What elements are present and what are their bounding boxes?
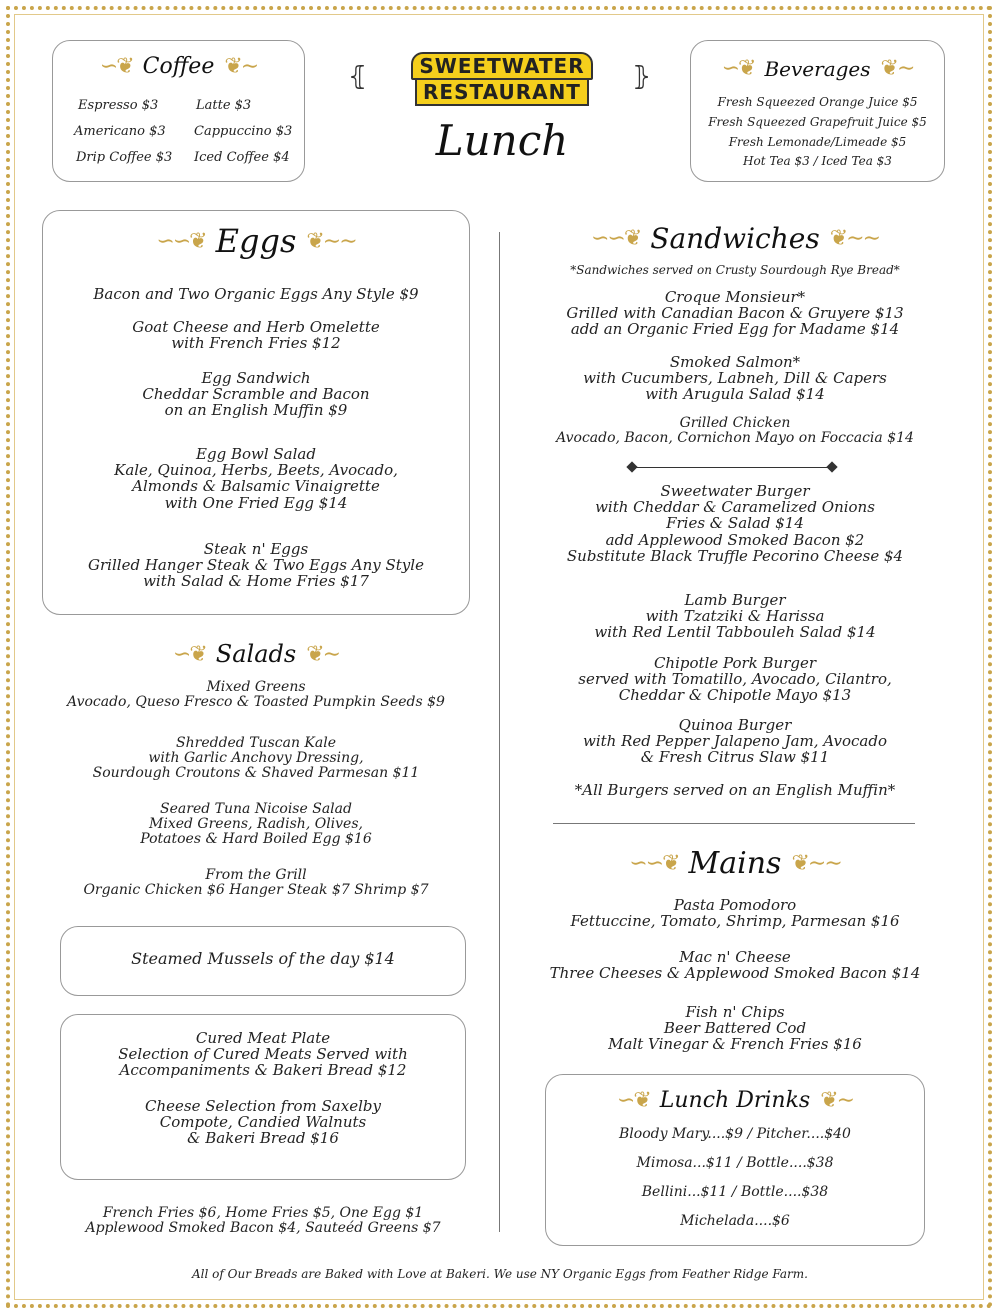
sides-item: French Fries $6, Home Fries $5, One Egg $1 Applewood Smoked Bacon $4, Sauteéd Greens $7 xyxy=(85,1205,441,1237)
menu-item: From the Grill Organic Chicken $6 Hanger Steak $7 Shrimp $7 xyxy=(83,867,429,899)
menu-item: Goat Cheese and Herb Omelette with French Fries $12 xyxy=(132,318,380,353)
ornament-right-icon: ❦∼ xyxy=(880,56,914,81)
coffee-heading: ∽❦ Coffee ❦∼ xyxy=(99,54,258,79)
ornament-left-icon: ∽∽❦ xyxy=(156,228,206,254)
coffee-item: Espresso $3 xyxy=(78,98,159,113)
beverage-item: Fresh Squeezed Orange Juice $5 xyxy=(717,95,918,109)
drink-item: Bloody Mary....$9 / Pitcher....$40 xyxy=(619,1126,851,1142)
beverage-item: Fresh Squeezed Grapefruit Juice $5 xyxy=(708,115,927,129)
ornament-left-icon: ∽∽❦ xyxy=(590,226,641,251)
menu-item: Grilled Chicken Avocado, Bacon, Cornichon Mayo on Foccacia $14 xyxy=(556,415,914,447)
drink-item: Mimosa...$11 / Bottle....$38 xyxy=(636,1155,834,1171)
ornament-left-icon: ∽❦ xyxy=(616,1088,650,1113)
beverage-item: Fresh Lemonade/Limeade $5 xyxy=(728,135,907,149)
menu-item: Bacon and Two Organic Eggs Any Style $9 xyxy=(93,285,419,303)
eggs-heading: ∽∽❦ Eggs ❦∼∼ xyxy=(156,222,356,260)
menu-item: Mac n' Cheese Three Cheeses & Applewood Smoked Bacon $14 xyxy=(549,948,921,983)
ornament-right-icon: ❦∼∼ xyxy=(306,228,356,254)
drink-item: Bellini...$11 / Bottle....$38 xyxy=(641,1184,829,1200)
menu-item: Seared Tuna Nicoise Salad Mixed Greens, Radish, Olives, Potatoes & Hard Boiled Egg $16 xyxy=(140,801,372,848)
logo-line1: SWEETWATER xyxy=(411,52,592,80)
menu-item: Pasta Pomodoro Fettuccine, Tomato, Shrimp, Parmesan $16 xyxy=(570,896,900,931)
menu-item: Smoked Salmon* with Cucumbers, Labneh, Dill & Capers with Arugula Salad $14 xyxy=(583,353,887,404)
logo-line2: RESTAURANT xyxy=(415,78,589,106)
logo-scroll-right-icon: ⦄ xyxy=(632,62,652,92)
menu-item: Egg Bowl Salad Kale, Quinoa, Herbs, Beets, Avocado, Almonds & Balsamic Vinaigrette with One Fried Egg $14 xyxy=(114,445,398,512)
coffee-item: Iced Coffee $4 xyxy=(194,150,290,165)
menu-item: Sweetwater Burger with Cheddar & Caramelized Onions Fries & Salad $14 add Applewood Smoked Bacon $2 Substitute Black Truffle Pecorino Cheese $4 xyxy=(566,482,904,565)
menu-item: Fish n' Chips Beer Battered Cod Malt Vinegar & French Fries $16 xyxy=(608,1003,862,1054)
menu-item: Quinoa Burger with Red Pepper Jalapeno Jam, Avocado & Fresh Citrus Slaw $11 xyxy=(582,716,887,767)
page-title: Lunch xyxy=(435,116,569,165)
burger-note: *All Burgers served on an English Muffin* xyxy=(574,781,896,799)
menu-item: Egg Sandwich Cheddar Scramble and Bacon on an English Muffin $9 xyxy=(142,369,370,420)
beverage-item: Hot Tea $3 / Iced Tea $3 xyxy=(743,154,892,168)
ornament-right-icon: ❦∼ xyxy=(820,1088,854,1113)
menu-item: Chipotle Pork Burger served with Tomatillo, Avocado, Cilantro, Cheddar & Chipotle Mayo $13 xyxy=(578,654,892,705)
menu-item: Steak n' Eggs Grilled Hanger Steak & Two Eggs Any Style with Salad & Home Fries $17 xyxy=(88,540,424,591)
mussels-item: Steamed Mussels of the day $14 xyxy=(131,949,395,968)
ornament-left-icon: ∽❦ xyxy=(99,54,133,79)
drink-item: Michelada....$6 xyxy=(680,1213,790,1229)
column-divider xyxy=(499,232,500,1232)
ornament-left-icon: ∽❦ xyxy=(721,56,755,81)
menu-item: Lamb Burger with Tzatziki & Harissa with Red Lentil Tabbouleh Salad $14 xyxy=(594,591,876,642)
ornament-right-icon: ❦∼ xyxy=(224,54,258,79)
ornament-left-icon: ∽❦ xyxy=(172,641,206,667)
menu-item: Cured Meat Plate Selection of Cured Meats Served with Accompaniments & Bakeri Bread $12 xyxy=(118,1029,408,1080)
coffee-item: Drip Coffee $3 xyxy=(76,150,173,165)
lunch-drinks-heading: ∽❦ Lunch Drinks ❦∼ xyxy=(616,1088,854,1113)
coffee-item: Cappuccino $3 xyxy=(194,124,293,139)
arrow-divider xyxy=(632,467,832,468)
section-divider xyxy=(553,823,915,824)
coffee-item: Americano $3 xyxy=(74,124,166,139)
menu-item: Croque Monsieur* Grilled with Canadian Bacon & Gruyere $13 add an Organic Fried Egg for Madame $14 xyxy=(566,288,904,339)
salads-heading: ∽❦ Salads ❦∼ xyxy=(172,640,340,668)
ornament-left-icon: ∽∽❦ xyxy=(629,851,679,876)
ornament-right-icon: ❦∼∼ xyxy=(791,851,841,876)
coffee-item: Latte $3 xyxy=(196,98,252,113)
sandwich-note: *Sandwiches served on Crusty Sourdough Rye Bread* xyxy=(570,263,900,277)
footer-note: All of Our Breads are Baked with Love at Bakeri. We use NY Organic Eggs from Feather Ridge Farm. xyxy=(192,1267,808,1281)
sandwiches-heading: ∽∽❦ Sandwiches ❦∼∼ xyxy=(590,222,880,255)
menu-item: Cheese Selection from Saxelby Compote, Candied Walnuts & Bakeri Bread $16 xyxy=(145,1097,381,1148)
restaurant-logo xyxy=(352,52,652,106)
menu-item: Mixed Greens Avocado, Queso Fresco & Toasted Pumpkin Seeds $9 xyxy=(67,679,445,711)
logo-scroll-left-icon: ⦃ xyxy=(348,62,368,92)
mains-heading: ∽∽❦ Mains ❦∼∼ xyxy=(629,846,841,881)
beverages-heading: ∽❦ Beverages ❦∼ xyxy=(721,56,914,81)
ornament-right-icon: ❦∼ xyxy=(306,641,340,667)
ornament-right-icon: ❦∼∼ xyxy=(829,226,880,251)
menu-item: Shredded Tuscan Kale with Garlic Anchovy Dressing, Sourdough Croutons & Shaved Parmesan $11 xyxy=(92,735,420,782)
